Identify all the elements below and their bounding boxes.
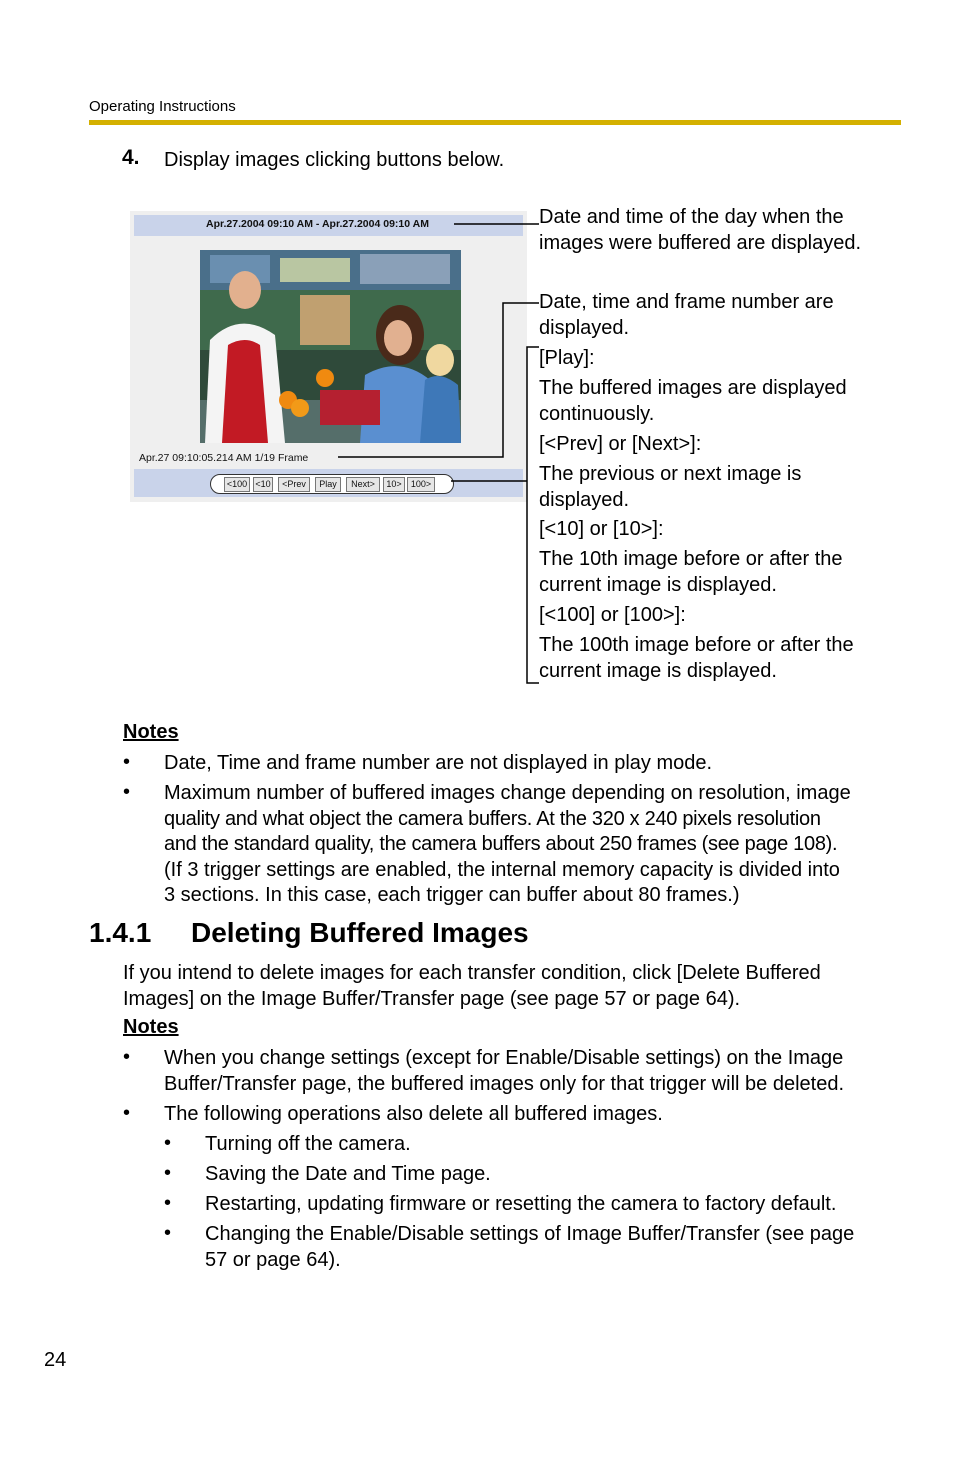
callout-hundred-desc: The 100th image before or after the current image is displayed.	[539, 634, 854, 682]
forward-100-button[interactable]: 100>	[407, 477, 435, 492]
back-10-button[interactable]: <10	[253, 477, 273, 492]
sub-note-item: Saving the Date and Time page.	[205, 1163, 491, 1185]
bullet-dot: •	[164, 1162, 172, 1184]
callout-play-desc: The buffered images are displayed continuously.	[539, 377, 847, 425]
date-range-text: Apr.27.2004 09:10 AM - Apr.27.2004 09:10 AM	[206, 218, 429, 230]
bullet-dot: •	[123, 781, 131, 803]
frame-info-text: Apr.27 09:10:05.214 AM 1/19 Frame	[139, 452, 309, 464]
callout-prevnext-desc: The previous or next image is displayed.	[539, 463, 802, 511]
page-number: 24	[44, 1349, 67, 1371]
bullet-dot: •	[164, 1192, 172, 1214]
section-heading	[89, 917, 529, 949]
callout-ten-label: [<10] or [10>]:	[539, 518, 664, 540]
sub-note-item: Changing the Enable/Disable settings of Image Buffer/Transfer (see page 57 or page 64).	[205, 1223, 855, 1271]
callout-date-range: Date and time of the day when the images were buffered are displayed.	[539, 206, 862, 254]
bullet-dot: •	[164, 1222, 172, 1244]
forward-10-button[interactable]: 10>	[383, 477, 405, 492]
note-item: Date, Time and frame number are not displayed in play mode.	[164, 752, 713, 774]
running-header: Operating Instructions	[89, 98, 236, 115]
callout-frame-info: Date, time and frame number are displayed.	[539, 291, 834, 339]
callout-ten-desc: The 10th image before or after the current image is displayed.	[539, 548, 843, 596]
bullet-dot: •	[164, 1132, 172, 1154]
next-button[interactable]: Next>	[346, 477, 380, 492]
section-intro: If you intend to delete images for each transfer condition, click [Delete Buffered Images] on the Image Buffer/Transfer page (see page 57 or page 64).	[123, 962, 821, 1010]
bullet-dot: •	[123, 751, 131, 773]
sub-note-item: Turning off the camera.	[205, 1133, 411, 1155]
notes-heading: Notes	[123, 1016, 179, 1038]
section-number: 1.4.1	[89, 917, 152, 948]
back-100-button[interactable]: <100	[224, 477, 250, 492]
notes-heading: Notes	[123, 721, 179, 743]
section-title: Deleting Buffered Images	[191, 917, 529, 948]
note-item: The following operations also delete all buffered images.	[164, 1103, 663, 1125]
prev-button[interactable]: <Prev	[278, 477, 310, 492]
callout-hundred-label: [<100] or [100>]:	[539, 604, 686, 626]
note-item: When you change settings (except for Enable/Disable settings) on the Image Buffer/Transfer page, the buffered images only for that trigger will be deleted.	[164, 1047, 845, 1095]
callout-prevnext-label: [<Prev] or [Next>]:	[539, 433, 702, 455]
step-text: Display images clicking buttons below.	[164, 149, 505, 171]
callout-play-label: [Play]:	[539, 347, 595, 369]
step-number: 4.	[122, 146, 140, 169]
play-button[interactable]: Play	[315, 477, 341, 492]
bullet-dot: •	[123, 1102, 131, 1124]
bullet-dot: •	[123, 1046, 131, 1068]
sub-note-item: Restarting, updating firmware or resetting the camera to factory default.	[205, 1193, 837, 1215]
note-item: Maximum number of buffered images change depending on resolution, image quality and what object the camera buffers. At the 320 x 240 pixels resolution and the standard quality, the camera buffers about 250 frames (see page 108). (If 3 trigger settings are enabled, the internal memory capacity is divided into 3 sections. In this case, each trigger can buffer about 80 frames.)	[164, 782, 851, 906]
